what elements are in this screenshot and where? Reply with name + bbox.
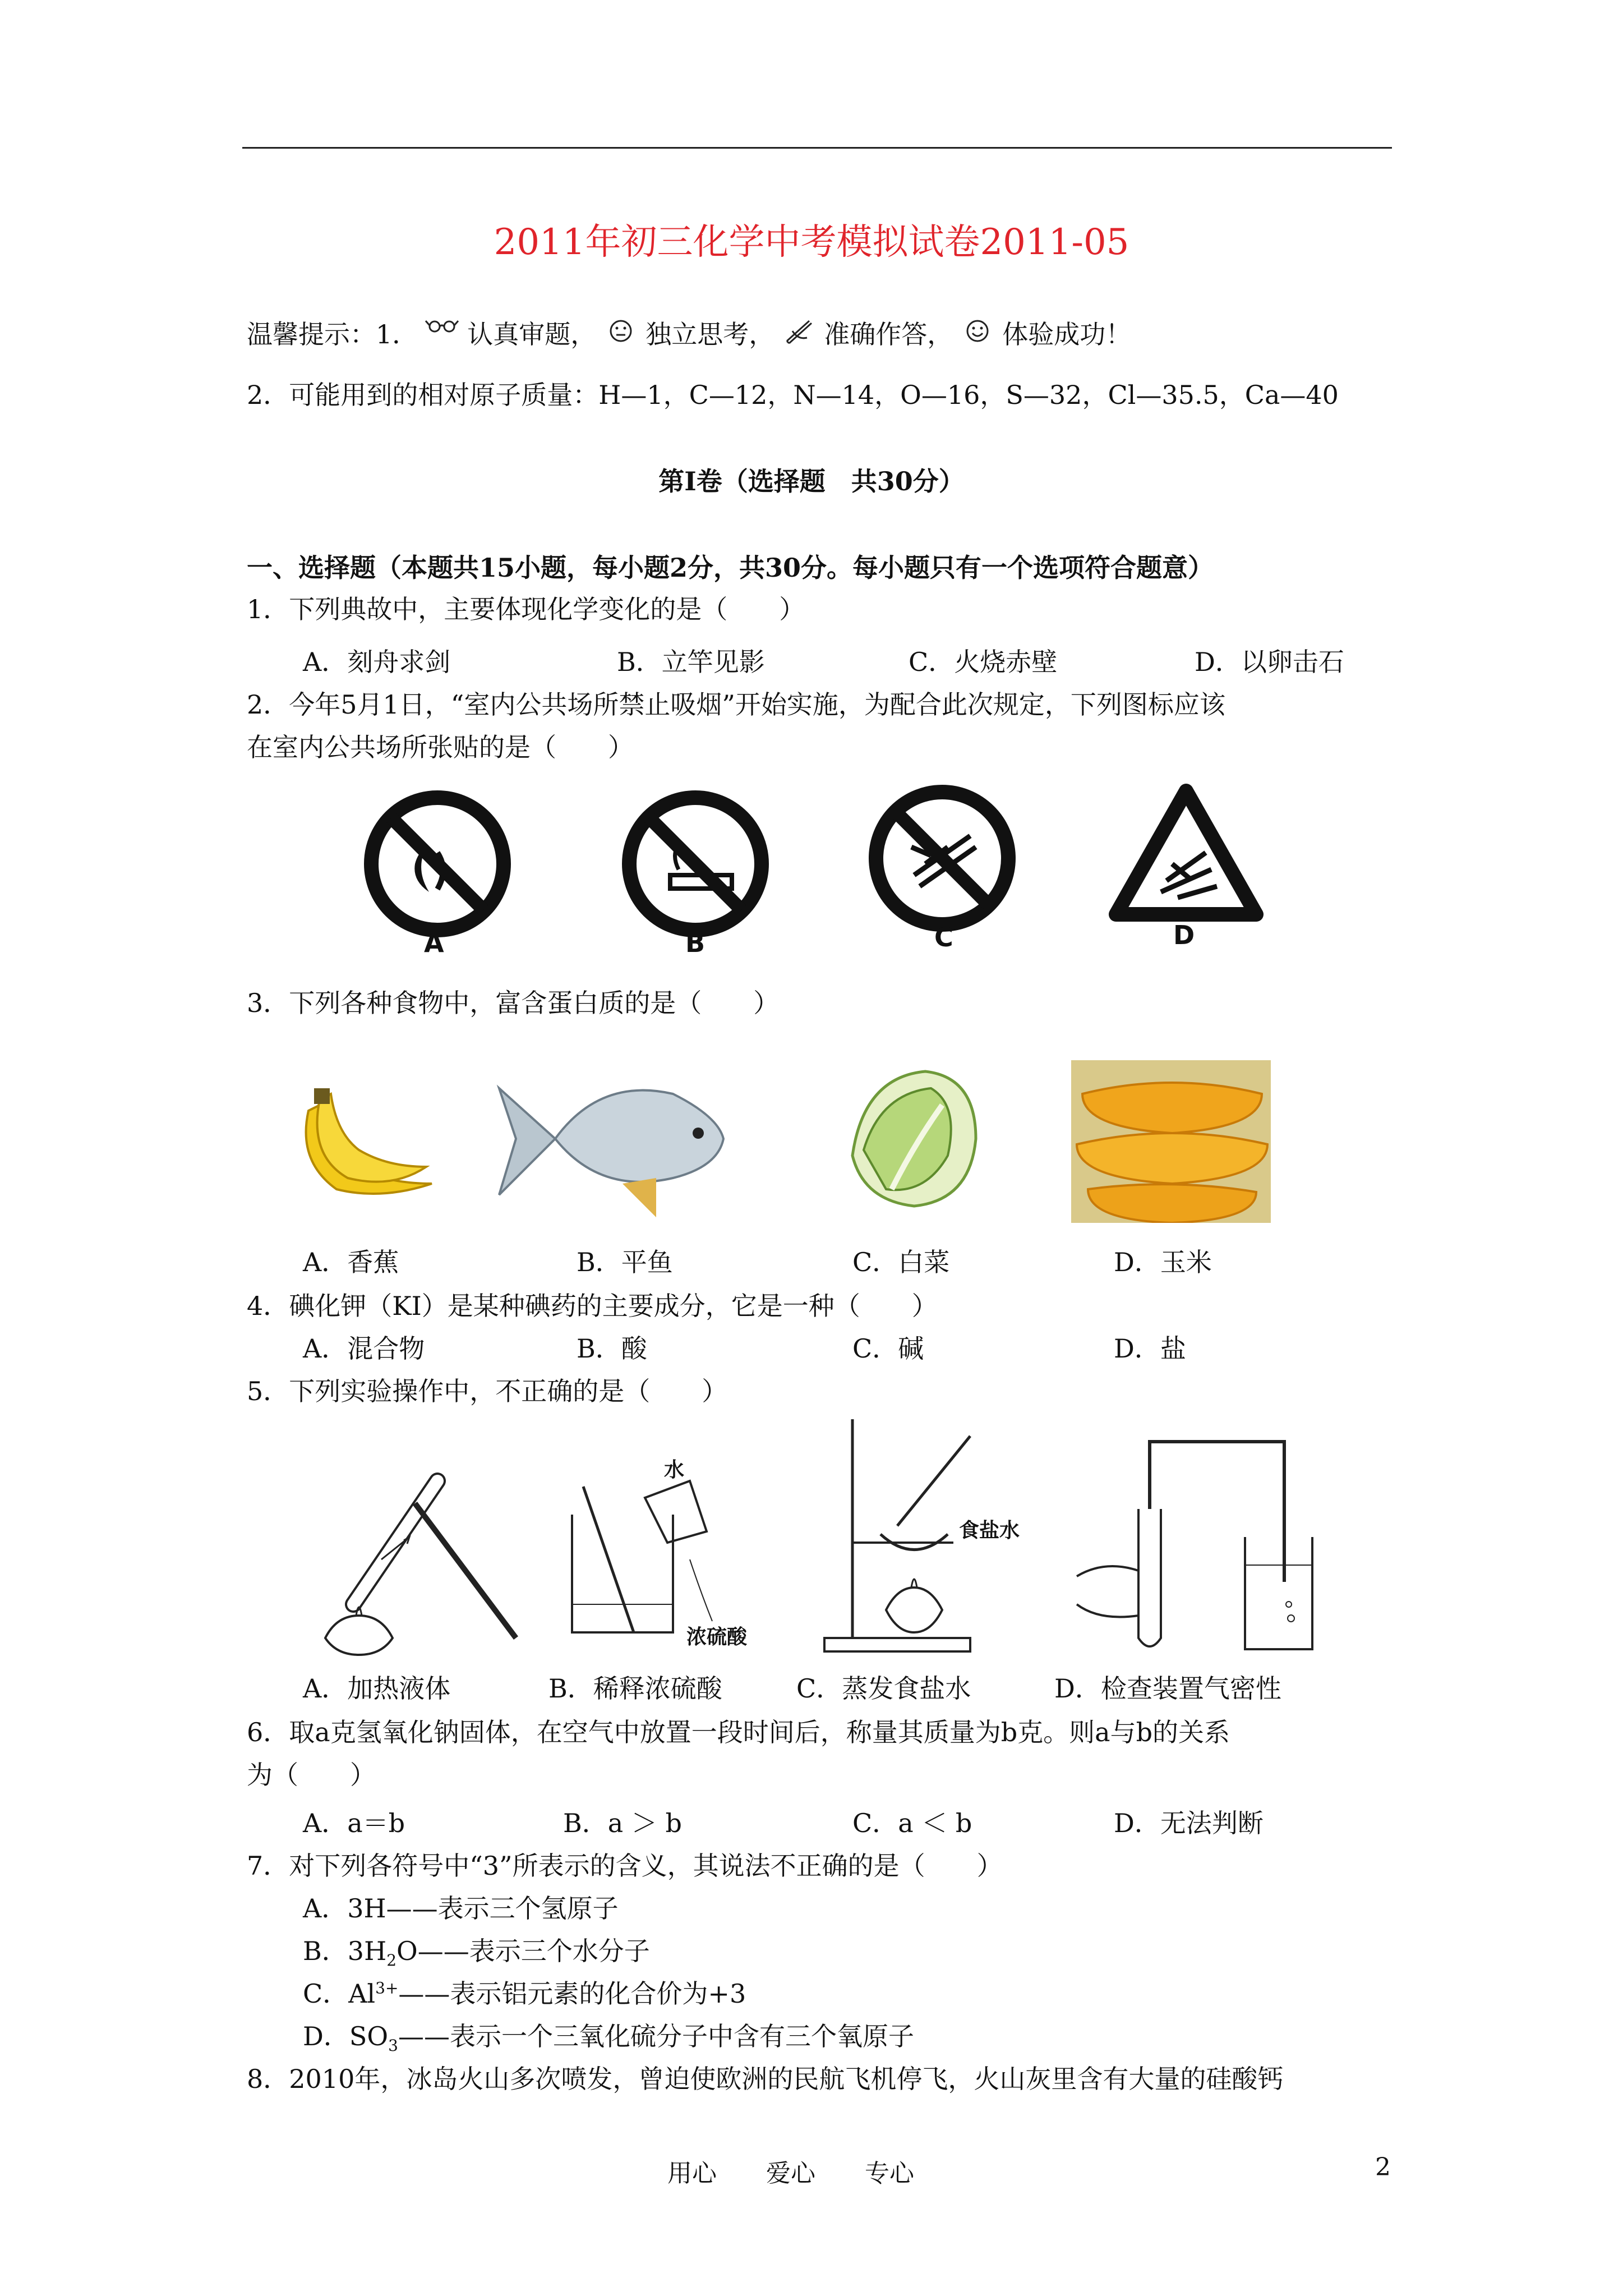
q1-option-b[interactable]: B．立竿见影 — [617, 647, 765, 677]
q6-option-c[interactable]: C．a ＜ b — [852, 1808, 972, 1838]
q1-stem: 1．下列典故中，主要体现化学变化的是（ ） — [247, 594, 805, 624]
q4-option-d[interactable]: D．盐 — [1114, 1333, 1186, 1364]
q6-option-d[interactable]: D．无法判断 — [1114, 1808, 1264, 1838]
section-title: 一、选择题（本题共15小题，每小题2分，共30分。每小题只有一个选项符合题意） — [247, 553, 1214, 583]
q7-c-text: C．Al — [303, 1978, 376, 2009]
pomfret-fish-image — [488, 1055, 735, 1223]
no-fire-sign — [359, 785, 516, 948]
tip-3: 准确作答， — [824, 319, 953, 349]
q3-option-b[interactable]: B．平鱼 — [577, 1247, 673, 1277]
q7-option-c[interactable] — [303, 1973, 746, 2010]
sign-label-b: B — [685, 928, 706, 958]
q5-option-c[interactable]: C．蒸发食盐水 — [796, 1673, 971, 1704]
footer-motto: 用心 爱心 专心 — [667, 2159, 914, 2188]
tips-lead: 温馨提示：1． — [247, 319, 418, 349]
tips-line-1 — [247, 314, 1131, 351]
q5-option-a[interactable]: A．加热液体 — [303, 1673, 451, 1704]
label-water: 水 — [664, 1458, 685, 1481]
q1-option-a[interactable]: A．刻舟求剑 — [303, 647, 451, 677]
q5-option-d[interactable]: D．检查装置气密性 — [1054, 1673, 1281, 1704]
heating-liquid-figure — [303, 1436, 527, 1660]
airtightness-check-figure — [1066, 1436, 1324, 1660]
q7-b-text-tail: O——表示三个水分子 — [396, 1936, 650, 1966]
q7-c-superscript: 3+ — [375, 1978, 399, 1998]
q7-b-text: B．3H — [303, 1936, 387, 1966]
q7-option-d[interactable] — [303, 2016, 914, 2055]
thinking-face-icon — [603, 315, 639, 347]
exam-title: 2011年初三化学中考模拟试卷2011-05 — [494, 222, 1129, 263]
q3-stem: 3．下列各种食物中，富含蛋白质的是（ ） — [247, 988, 780, 1018]
tip-1: 认真审题， — [467, 319, 597, 349]
q6-option-a[interactable]: A．a＝b — [303, 1808, 405, 1838]
glasses-icon — [425, 315, 460, 347]
no-smoking-sign — [617, 785, 774, 948]
no-fireworks-sign — [864, 780, 1021, 942]
q7-option-b[interactable] — [303, 1931, 650, 1970]
label-brine: 食盐水 — [959, 1519, 1020, 1542]
q7-d-text-tail: ——表示一个三氧化硫分子中含有三个氧原子 — [398, 2021, 914, 2051]
q1-option-d[interactable]: D．以卵击石 — [1195, 647, 1344, 677]
q6-stem-1: 6．取a克氢氧化钠固体，在空气中放置一段时间后，称量其质量为b克。则a与b的关系 — [247, 1717, 1230, 1747]
q6-stem-2: 为（ ） — [247, 1760, 376, 1790]
cabbage-image — [830, 1055, 993, 1217]
q3-option-c[interactable]: C．白菜 — [852, 1247, 950, 1277]
sign-label-a: A — [424, 928, 444, 958]
sign-label-c: C — [934, 922, 953, 953]
q4-option-b[interactable]: B．酸 — [577, 1333, 647, 1364]
q4-option-c[interactable]: C．碱 — [852, 1333, 924, 1364]
explosive-warning-sign — [1105, 780, 1267, 942]
page-number: 2 — [1375, 2153, 1391, 2182]
q8-stem: 8．2010年，冰岛火山多次喷发，曾迫使欧洲的民航飞机停飞，火山灰里含有大量的硅酸钙 — [247, 2064, 1284, 2094]
q5-stem: 5．下列实验操作中，不正确的是（ ） — [247, 1376, 728, 1406]
q4-option-a[interactable]: A．混合物 — [303, 1333, 425, 1364]
q4-stem: 4．碘化钾（KI）是某种碘药的主要成分，它是一种（ ） — [247, 1291, 938, 1321]
tip-2: 独立思考， — [645, 319, 775, 349]
header-rule — [242, 147, 1392, 149]
q7-c-text-tail: ——表示铝元素的化合价为+3 — [398, 1978, 746, 2009]
q2-stem-1: 2．今年5月1日，“室内公共场所禁止吸烟”开始实施，为配合此次规定，下列图标应该 — [247, 689, 1225, 720]
corn-image — [1071, 1060, 1271, 1223]
q1-option-c[interactable]: C．火烧赤壁 — [909, 647, 1058, 677]
smile-face-icon — [960, 315, 995, 347]
q3-option-d[interactable]: D．玉米 — [1114, 1247, 1212, 1277]
part-title: 第Ⅰ卷（选择题 共30分） — [658, 466, 965, 496]
banana-image — [286, 1077, 443, 1212]
q6-option-b[interactable]: B．a ＞ b — [563, 1808, 682, 1838]
tips-line-2: 2．可能用到的相对原子质量：H—1，C—12，N—14，O—16，S—32，Cl—35.5，Ca—40 — [247, 380, 1339, 410]
tip-4: 体验成功！ — [1002, 319, 1132, 349]
q7-stem: 7．对下列各符号中“3”所表示的含义，其说法不正确的是（ ） — [247, 1851, 1003, 1881]
q2-stem-2: 在室内公共场所张贴的是（ ） — [247, 732, 634, 762]
label-concentrated-sulfuric-acid: 浓硫酸 — [686, 1625, 748, 1649]
pencil-icon — [781, 315, 817, 347]
q7-d-subscript: 3 — [388, 2036, 398, 2055]
q3-option-a[interactable]: A．香蕉 — [303, 1247, 399, 1277]
q7-d-text: D．SO — [303, 2021, 389, 2051]
q7-b-subscript: 2 — [386, 1951, 397, 1970]
sign-label-d: D — [1173, 920, 1195, 950]
q5-option-b[interactable]: B．稀释浓硫酸 — [548, 1673, 722, 1704]
q7-option-a[interactable]: A．3H——表示三个氢原子 — [303, 1893, 619, 1924]
